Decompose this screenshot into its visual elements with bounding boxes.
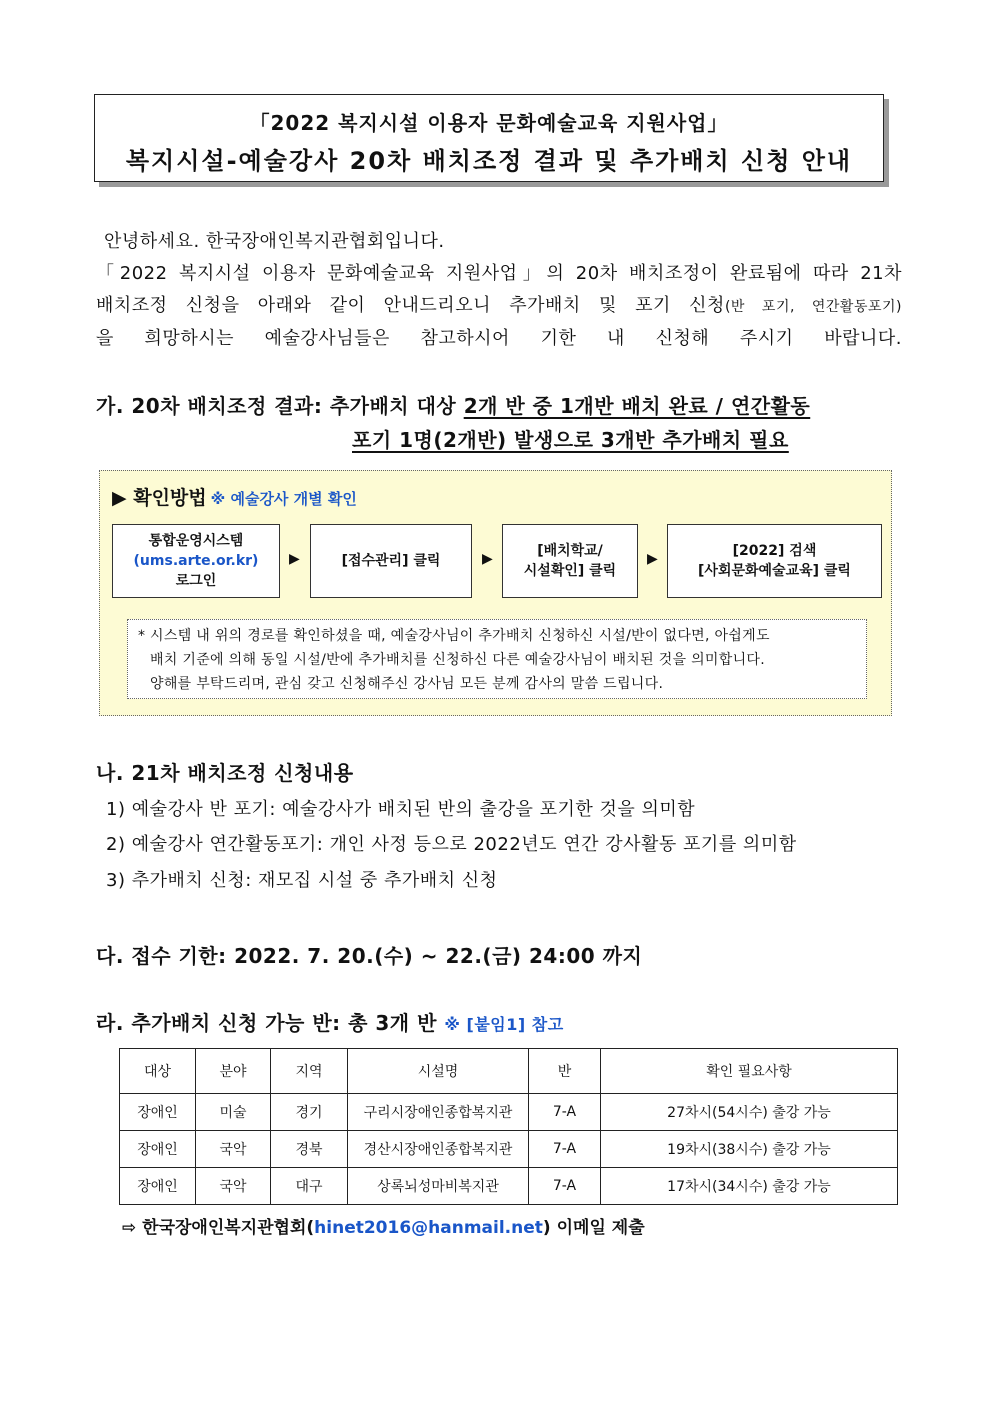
confirm-title <box>112 483 357 510</box>
table-cell: 상록뇌성마비복지관 <box>348 1168 529 1205</box>
intro-line-3-small: (반 포기, 연간활동포기) <box>724 299 902 315</box>
step-search-line-2: [사회문화예술교육] 클릭 <box>698 563 851 579</box>
section-ga-heading <box>96 390 810 419</box>
table-cell: 장애인 <box>120 1094 196 1131</box>
section-na-heading: 나. 21차 배치조정 신청내용 <box>96 761 354 785</box>
list-item: 2) 예술강사 연간활동포기: 개인 사정 등으로 2022년도 연간 강사활동 포기를 의미함 <box>106 834 797 855</box>
ums-link[interactable]: (ums.arte.or.kr) <box>133 553 259 569</box>
footer-suffix: ) 이메일 제출 <box>542 1218 645 1238</box>
intro-line-4: 을 희망하시는 예술강사님들은 참고하시어 기한 내 신청해 주시기 바랍니다. <box>96 328 902 349</box>
list-item: 1) 예술강사 반 포기: 예술강사가 배치된 반의 출강을 포기한 것을 의미함 <box>106 799 696 820</box>
step-reception-text: [접수관리] 클릭 <box>341 553 441 569</box>
step-search <box>667 524 882 598</box>
notice-line-2: 배치 기준에 의해 동일 시설/반에 추가배치를 신청하신 다른 예술강사님이 배치된 것을 의미합니다. <box>150 652 765 668</box>
intro-line-2: 「2022 복지시설 이용자 문화예술교육 지원사업」의 20차 배치조정이 완료됨에 따라 21차 <box>96 263 902 284</box>
table-cell: 국악 <box>196 1168 271 1205</box>
table-cell: 장애인 <box>120 1168 196 1205</box>
arrow-icon: ▶ <box>289 551 300 567</box>
table-cell: 7-A <box>529 1168 601 1205</box>
section-ga-underlined-2: 포기 1명(2개반) 발생으로 3개반 추가배치 필요 <box>352 428 789 452</box>
title-line-2: 복지시설-예술강사 20차 배치조정 결과 및 추가배치 신청 안내 <box>125 147 853 175</box>
footer-prefix: ⇨ 한국장애인복지관협회( <box>122 1218 315 1238</box>
step-assignment-line-2: 시설확인] 클릭 <box>523 563 617 579</box>
table-cell: 장애인 <box>120 1131 196 1168</box>
table-cell: 19차시(38시수) 출강 가능 <box>601 1131 898 1168</box>
table-header: 지역 <box>271 1049 348 1094</box>
section-ra-heading <box>96 1007 564 1036</box>
section-ga-prefix: 가. 20차 배치조정 결과: 추가배치 대상 <box>96 394 464 418</box>
notice-line-3: 양해를 부탁드리며, 관심 갖고 신청해주신 강사님 모든 분께 감사의 말씀 드립니다. <box>150 676 664 692</box>
table-cell: 27차시(54시수) 출강 가능 <box>601 1094 898 1131</box>
table-header: 대상 <box>120 1049 196 1094</box>
step-reception <box>310 524 472 598</box>
notice-line-1: * 시스템 내 위의 경로를 확인하셨을 때, 예술강사님이 추가배치 신청하신 시설/반이 없다면, 아쉽게도 <box>138 628 770 644</box>
table-cell: 경북 <box>271 1131 348 1168</box>
table-cell: 경기 <box>271 1094 348 1131</box>
intro-line-1: 안녕하세요. 한국장애인복지관협회입니다. <box>104 231 445 252</box>
class-table <box>119 1048 898 1205</box>
step-assignment-line-1: [배치학교/ <box>537 543 603 559</box>
email-link[interactable]: hinet2016@hanmail.net <box>314 1218 543 1238</box>
table-row <box>120 1168 898 1205</box>
table-header-row <box>120 1049 898 1094</box>
section-ra-heading-text: 라. 추가배치 신청 가능 반: 총 3개 반 <box>96 1011 445 1035</box>
table-cell: 구리시장애인종합복지관 <box>348 1094 529 1131</box>
table-header: 반 <box>529 1049 601 1094</box>
table-cell: 미술 <box>196 1094 271 1131</box>
table-header: 확인 필요사항 <box>601 1049 898 1094</box>
table-row <box>120 1131 898 1168</box>
step-login-line-3: 로그인 <box>175 573 217 589</box>
step-assignment <box>502 524 638 598</box>
table-header: 시설명 <box>348 1049 529 1094</box>
intro-paragraph <box>96 226 902 355</box>
submission-footer <box>122 1213 645 1238</box>
arrow-icon: ▶ <box>482 551 493 567</box>
table-cell: 대구 <box>271 1168 348 1205</box>
section-da-heading: 다. 접수 기한: 2022. 7. 20.(수) ~ 22.(금) 24:00 까지 <box>96 944 643 968</box>
table-cell: 7-A <box>529 1131 601 1168</box>
table-header: 분야 <box>196 1049 271 1094</box>
step-login-line-1: 통합운영시스템 <box>148 533 244 549</box>
table-cell: 경산시장애인종합복지관 <box>348 1131 529 1168</box>
title-box <box>94 94 884 182</box>
confirm-note: ※ 예술강사 개별 확인 <box>210 490 357 508</box>
step-login <box>112 524 280 598</box>
intro-line-3 <box>96 290 902 323</box>
table-cell: 7-A <box>529 1094 601 1131</box>
notice-box <box>127 619 867 699</box>
table-row <box>120 1094 898 1131</box>
intro-line-3-main: 배치조정 신청을 아래와 같이 안내드리오니 추가배치 및 포기 신청 <box>96 295 725 316</box>
step-search-line-1: [2022] 검색 <box>732 543 817 559</box>
table-cell: 국악 <box>196 1131 271 1168</box>
table-cell: 17차시(34시수) 출강 가능 <box>601 1168 898 1205</box>
arrow-icon: ▶ <box>647 551 658 567</box>
confirm-title-text: ▶ 확인방법 <box>112 487 207 509</box>
list-item: 3) 추가배치 신청: 재모집 시설 중 추가배치 신청 <box>106 870 498 891</box>
confirm-method-box <box>99 470 892 716</box>
title-line-1: 「2022 복지시설 이용자 문화예술교육 지원사업」 <box>249 111 729 135</box>
section-ra-note: ※ [붙임1] 참고 <box>444 1015 564 1034</box>
section-ga-underlined-1: 2개 반 중 1개반 배치 완료 / 연간활동 <box>463 394 811 418</box>
